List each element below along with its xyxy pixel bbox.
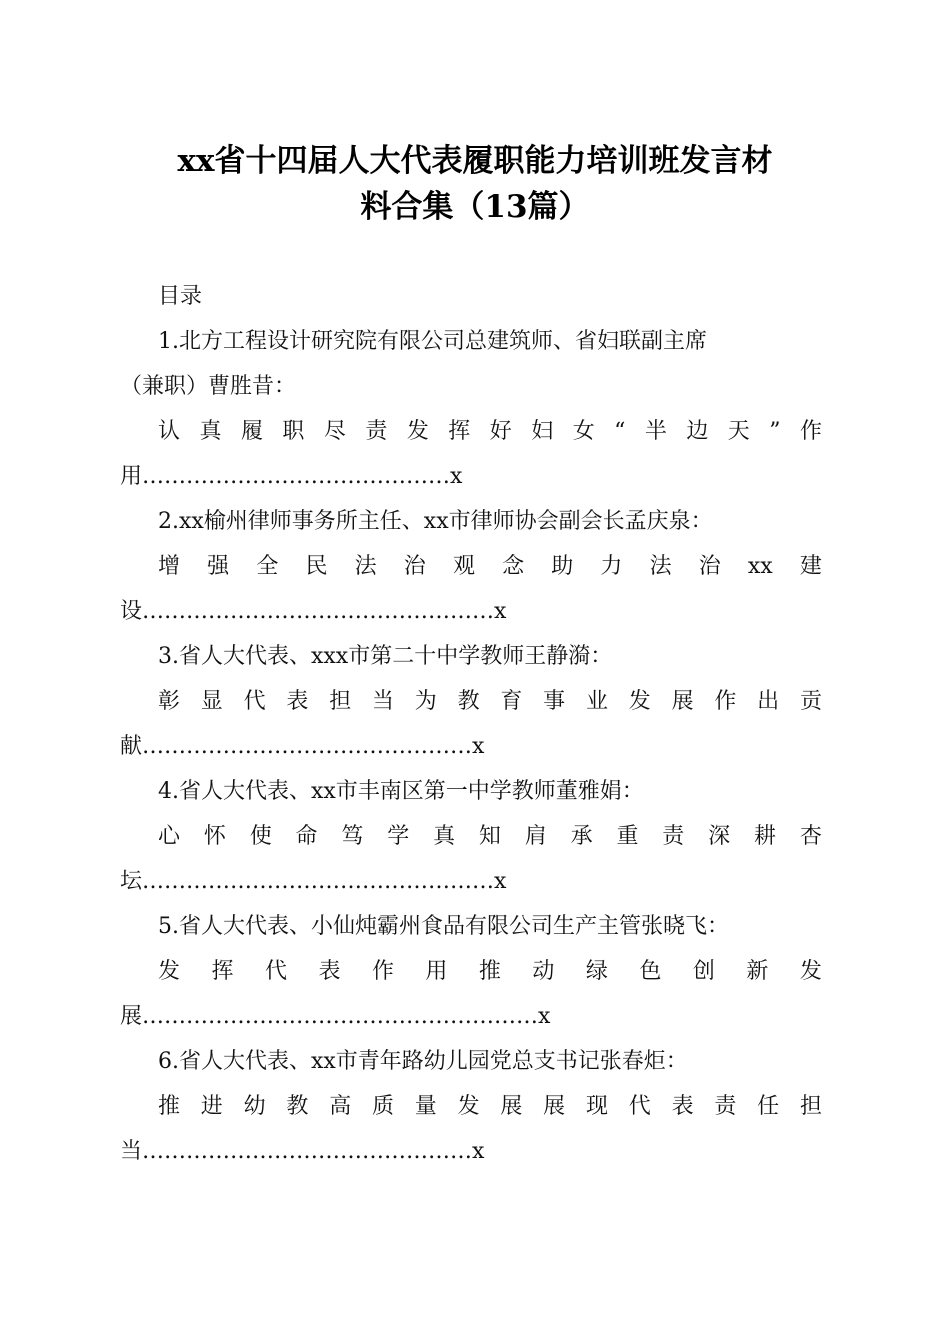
toc-entry-4-subtitle-end[interactable]: 坛…………………………………………x <box>120 869 507 894</box>
toc-entry-6-subtitle-end[interactable]: 当………………………………………x <box>120 1139 485 1164</box>
toc-entry-5-heading[interactable]: 5.省人大代表、小仙炖霸州食品有限公司生产主管张晓飞： <box>158 914 729 939</box>
toc-entry-1-subtitle[interactable]: 认 真 履 职 尽 责 发 挥 好 妇 女 “ 半 边 天 ” 作 <box>158 419 822 444</box>
toc-entry-1-heading-cont[interactable]: （兼职）曹胜昔： <box>120 374 297 399</box>
document-title-line-2: 料合集（13篇） <box>360 189 590 225</box>
toc-entry-5-subtitle-end[interactable]: 展………………………………………………x <box>120 1004 551 1029</box>
toc-entry-6-subtitle[interactable]: 推 进 幼 教 高 质 量 发 展 展 现 代 表 责 任 担 <box>158 1094 822 1119</box>
toc-entry-3-subtitle[interactable]: 彰 显 代 表 担 当 为 教 育 事 业 发 展 作 出 贡 <box>158 689 822 714</box>
toc-heading: 目录 <box>158 284 203 309</box>
toc-entry-2-subtitle-end[interactable]: 设…………………………………………x <box>120 599 507 624</box>
toc-entry-3-subtitle-end[interactable]: 献………………………………………x <box>120 734 485 759</box>
document-title-line-1: xx省十四届人大代表履职能力培训班发言材 <box>177 143 773 179</box>
toc-entry-4-subtitle[interactable]: 心 怀 使 命 笃 学 真 知 肩 承 重 责 深 耕 杏 <box>158 824 822 849</box>
toc-entry-1-subtitle-end[interactable]: 用……………………………………x <box>120 464 463 489</box>
toc-entry-5-subtitle[interactable]: 发 挥 代 表 作 用 推 动 绿 色 创 新 发 <box>158 959 822 984</box>
toc-entry-4-heading[interactable]: 4.省人大代表、xx市丰南区第一中学教师董雅娟： <box>158 779 644 804</box>
toc-entry-1-heading[interactable]: 1.北方工程设计研究院有限公司总建筑师、省妇联副主席 <box>158 329 707 354</box>
toc-entry-2-heading[interactable]: 2.xx榆州律师事务所主任、xx市律师协会副会长孟庆泉： <box>158 509 713 534</box>
toc-entry-3-heading[interactable]: 3.省人大代表、xxx市第二十中学教师王静漪： <box>158 644 613 669</box>
toc-entry-2-subtitle[interactable]: 增 强 全 民 法 治 观 念 助 力 法 治 xx 建 <box>158 554 822 579</box>
toc-entry-6-heading[interactable]: 6.省人大代表、xx市青年路幼儿园党总支书记张春炬： <box>158 1049 688 1074</box>
